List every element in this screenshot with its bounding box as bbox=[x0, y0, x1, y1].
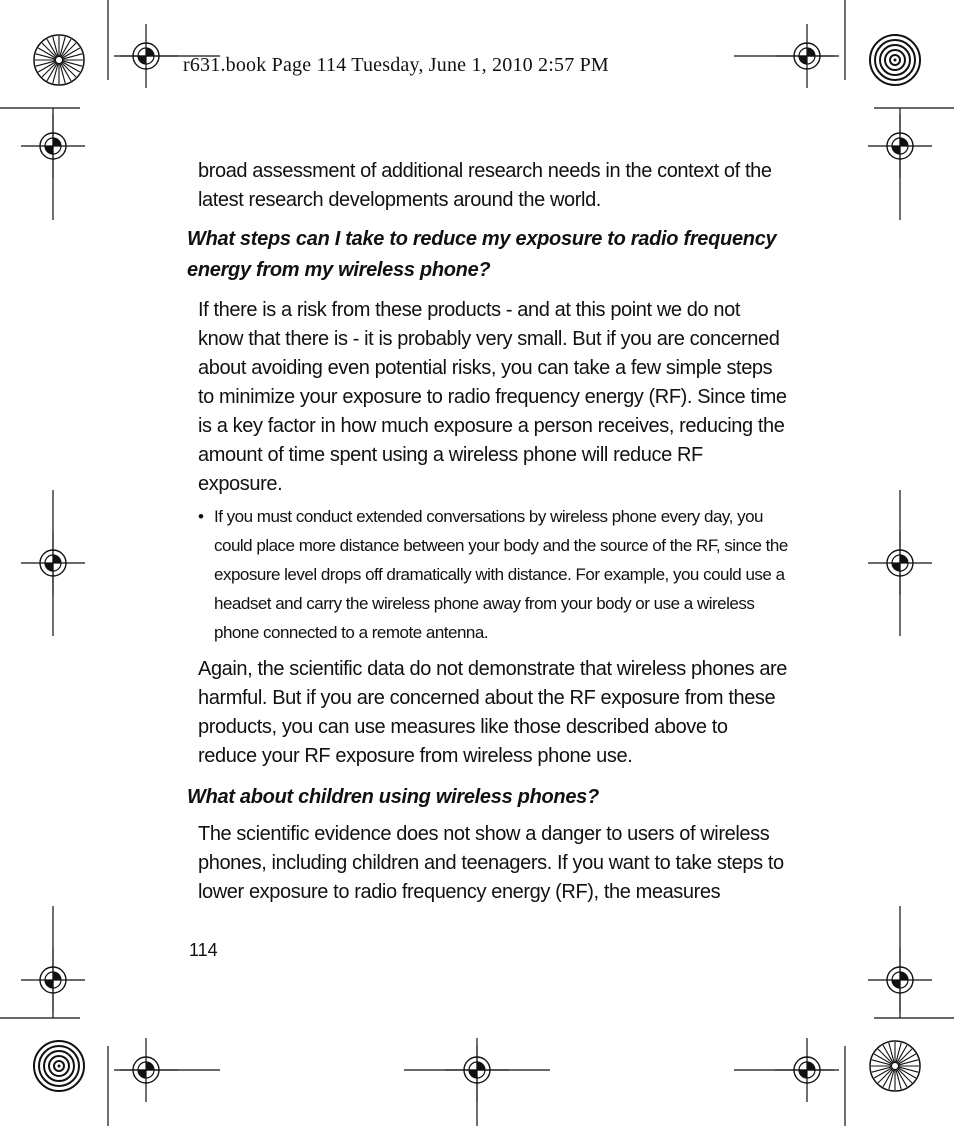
intro-paragraph: broad assessment of additional research needs in the context of the latest research developments around the world. bbox=[198, 160, 772, 211]
bullet-symbol: • bbox=[198, 507, 204, 526]
risk-paragraph: If there is a risk from these products - and at this point we do not know that there is - it is probably very small. But if you are concerned about avoiding even potential risks, you can take a few simple steps to minimize your exposure to radio frequency energy (RF). Since time is a key factor in how much exposure a person receives, reducing the amount of time spent using a wireless phone will reduce RF exposure. bbox=[198, 299, 787, 495]
bullet-item bbox=[198, 502, 788, 647]
section-heading-children: What about children using wireless phones? bbox=[187, 786, 599, 808]
bullet-text: If you must conduct extended conversations by wireless phone every day, you could place more distance between your body and the source of the RF, since the exposure level drops off dramatically with distance. For example, you could use a headset and carry the wireless phone away from your body or use a wireless phone connected to a remote antenna. bbox=[214, 507, 788, 642]
section-heading-reduce-exposure: What steps can I take to reduce my exposure to radio frequency energy from my wireless phone? bbox=[187, 228, 777, 281]
scientific-data-paragraph: Again, the scientific data do not demonstrate that wireless phones are harmful. But if you are concerned about the RF exposure from these products, you can use measures like those described above to reduce your RF exposure from wireless phone use. bbox=[198, 658, 788, 767]
children-paragraph: The scientific evidence does not show a danger to users of wireless phones, including children and teenagers. If you want to take steps to lower exposure to radio frequency energy (RF), the measures bbox=[198, 823, 784, 903]
page-number: 114 bbox=[189, 940, 218, 960]
print-slug-header: r631.book Page 114 Tuesday, June 1, 2010 2:57 PM bbox=[183, 54, 609, 76]
